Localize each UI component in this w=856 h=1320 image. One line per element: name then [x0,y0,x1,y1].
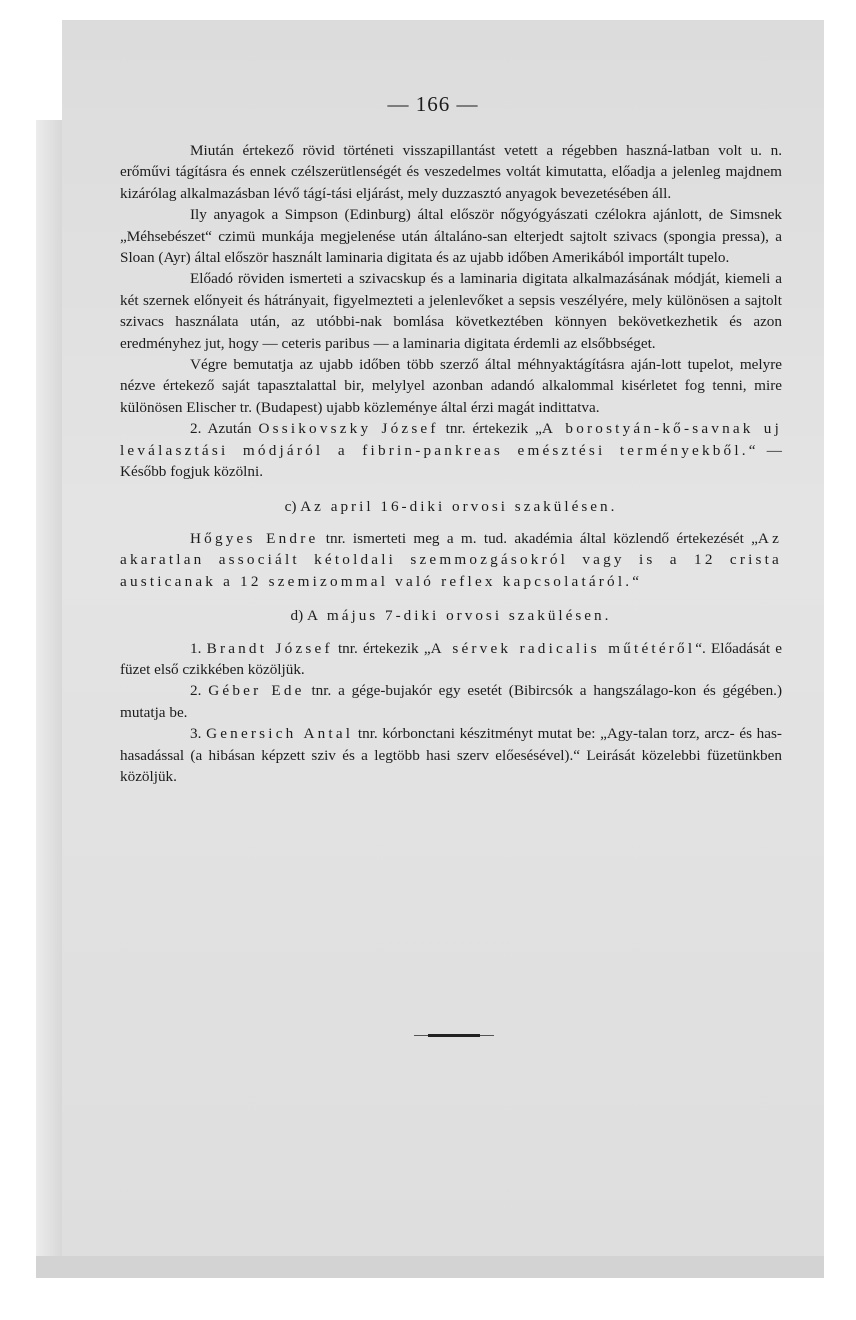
item-text: “ — Később fogjuk közölni. [120,441,782,481]
item-number: 1. [190,639,202,657]
paragraph-ossikovszky [120,418,782,482]
section-title: Az april 16-diki orvosi szakülésen. [300,497,618,515]
page-text [120,140,782,787]
section-title: A május 7-diki orvosi szakülésen. [307,607,612,625]
scan-margin-left [36,120,64,1256]
paragraph-genersich [120,723,782,787]
author-name: Ossikovszky József [258,420,439,438]
scan-margin-bottom [36,1256,824,1278]
item-text: tnr. értekezik „ [445,420,542,438]
paragraph-hogyes [120,528,782,592]
lecture-title: A sérvek radicalis műtétéről [430,639,696,657]
author-name: Genersich Antal [206,725,354,743]
item-number: 3. [190,725,202,743]
author-name: Géber Ede [208,682,305,700]
author-name: Hőgyes Endre [190,529,319,547]
paragraph-1: Miután értekező rövid történeti visszapillantást vetett a régebben haszná-latban volt u. n. erőművi tágításra és ennek czélszerütlenségét és veszedelmes voltát kimutatta, előadja a jelenleg majdnem kizárólag alkalmazásban lévő tágí-tási eljárást, mely duzzasztó anyagok bevezetésében áll. [120,142,782,202]
author-name: Brandt József [206,639,333,657]
item-text: tnr. kórbonctani készitményt mutat be: „Agy-talan torz, arcz- és has-hasadással (a hibásan képzett sziv és a legtöbb hasi szerv előesésével).“ Leirását közelebbi füzetünkben közöljük. [120,725,782,785]
item-number: 2. Azután [190,420,252,438]
item-text: “. Előadását e füzet első czikkében közöljük. [120,639,782,678]
item-number: 2. [190,682,202,700]
paragraph-3: Előadó röviden ismerteti a szivacskup és a laminaria digitata alkalmazásának módját, kiemeli a két szernek előnyeit és hátrányait, figyelmezteti a jelenlevőket a sepsis veszélyére, mely különösen a sajtolt szivacs használata után, az utóbbi-nak bomlása következtében könnyen bekövetkezhetik és azon eredményhez jut, hogy — ceteris paribus — a laminaria digitata érdemli az elsőbbséget. [120,270,782,352]
section-prefix: c) [284,497,297,515]
lecture-title: A borostyán-kő-savnak uj leválasztási módjáról a fibrin-pankreas emésztési terményekből. [120,420,783,459]
section-heading-c [120,483,782,528]
lecture-title: Az akaratlan associált kétoldali szemmozgásokról vagy is a 12 crista austicanak a 12 szemizommal való reflex kapcsolatáról. [120,529,783,590]
paragraph-2: Ily anyagok a Simpson (Edinburg) által először nőgyógyászati czélokra ajánlott, de Simsnek „Méhsebészet“ czimü munkája megjelenése után általáno-san elterjedt sajtolt szivacs (spongia pressa), a Sloan (Ayr) által először használt laminaria digitata és az ujabb időben Amerikából importált tupelo. [120,206,782,267]
page-number: — 166 — [387,92,479,116]
item-text: tnr. ismerteti meg a m. tud. akadémia által közlendő értekezését „ [325,529,758,547]
item-text: tnr. értekezik „ [337,639,431,657]
paragraph-4: Végre bemutatja az ujabb időben több szerző által méhnyaktágításra aján-lott tupelot, melyre nézve értekező saját tapasztalattal bir, melylyel azonban adandó alkalommal kisérletet fog tenni, mire különösen Elischer tr. (Budapest) ujabb közleménye által érzi magát indittatva. [120,356,782,416]
end-rule [428,1034,480,1037]
item-text: tnr. a gége-bujakór egy esetét (Bibircsók a hangszálago-kon és gégében.) mutatja be. [120,682,783,721]
section-heading-d [120,592,782,637]
section-prefix: d) [290,607,304,625]
paragraph-geber [120,680,782,723]
paragraph-brandt [120,638,782,681]
item-text: “ [632,572,640,590]
